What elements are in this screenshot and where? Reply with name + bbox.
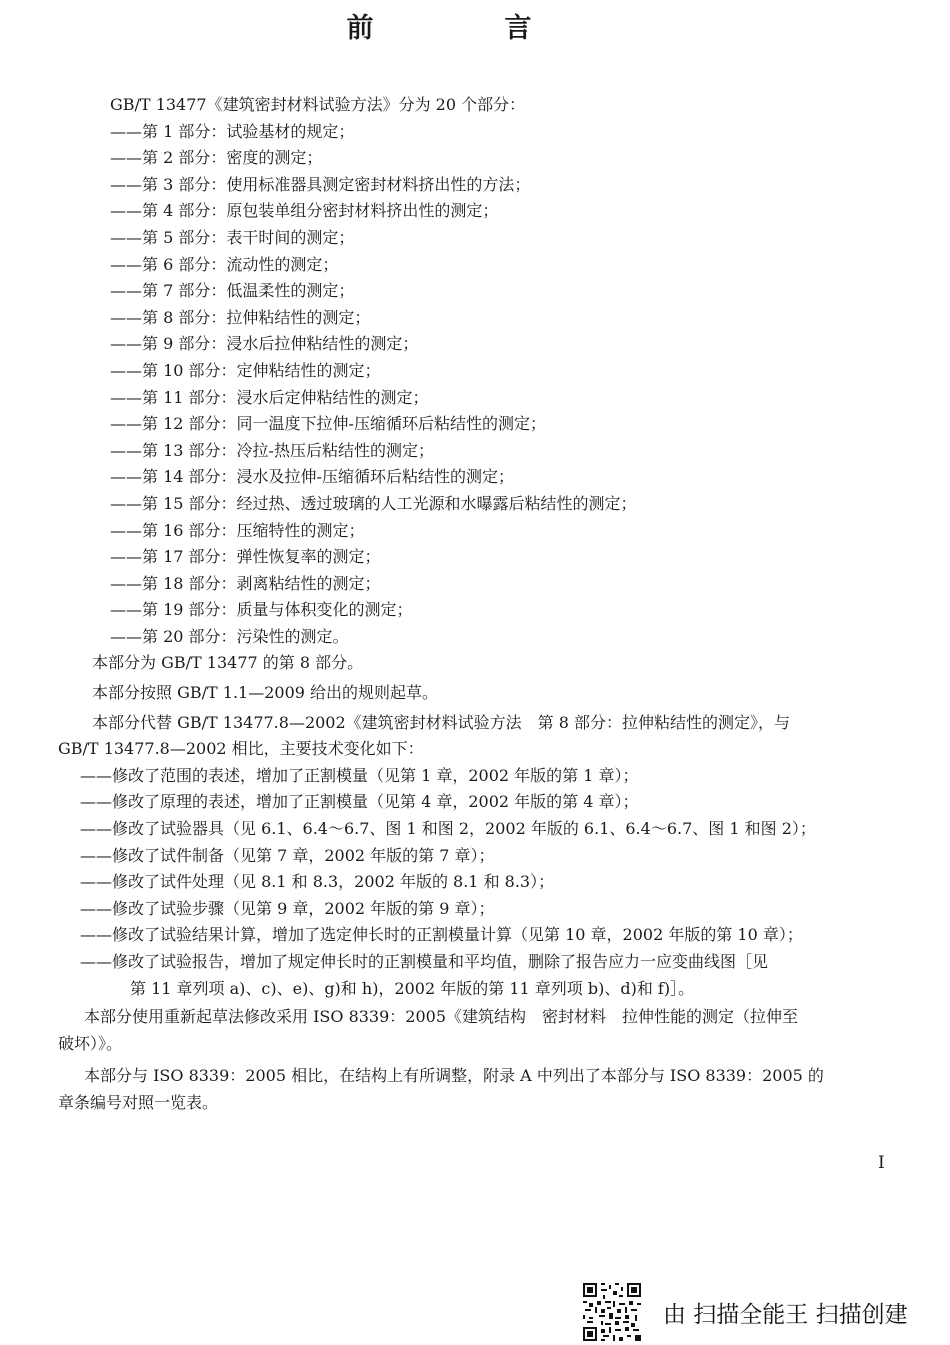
- iso-paragraph-line1: 本部分使用重新起草法修改采用 ISO 8339：2005《建筑结构 密封材料 拉伸性能的测定（拉伸至: [84, 1007, 799, 1027]
- scanner-credit: 由 扫描全能王 扫描创建: [663, 1301, 908, 1328]
- part-item: ——第 14 部分：浸水及拉伸-压缩循环后粘结性的测定；: [110, 467, 514, 487]
- part-item: ——第 20 部分：污染性的测定。: [110, 626, 349, 646]
- part-item: ——第 10 部分：定伸粘结性的测定；: [110, 360, 381, 380]
- changes-list: [70, 763, 920, 1002]
- part-item: ——第 16 部分：压缩特性的测定；: [110, 520, 365, 540]
- part-item: ——第 6 部分：流动性的测定；: [110, 254, 339, 274]
- page-title: 前 言: [346, 13, 584, 44]
- change-item: ——修改了试验报告，增加了规定伸长时的正割模量和平均值，删除了报告应力一应变曲线图［见: [80, 952, 769, 971]
- foreword-body: [58, 92, 920, 1117]
- part-item: ——第 9 部分：浸水后拉伸粘结性的测定；: [110, 334, 419, 354]
- iso-paragraph-line2: 破坏）》。: [58, 1033, 123, 1053]
- part-item: ——第 5 部分：表干时间的测定；: [110, 227, 355, 247]
- change-item: ——修改了原理的表述，增加了正割模量（见第 4 章，2002 年版的第 4 章）；: [80, 792, 639, 812]
- structure-paragraph-line1: 本部分与 ISO 8339：2005 相比，在结构上有所调整，附录 A 中列出了本部分与 ISO 8339：2005 的: [84, 1066, 824, 1086]
- part-item: ——第 8 部分：拉伸粘结性的测定；: [110, 307, 371, 327]
- part8-paragraph: 本部分为 GB/T 13477 的第 8 部分。: [92, 653, 364, 673]
- part-item: ——第 17 部分：弹性恢复率的测定；: [110, 547, 381, 567]
- page-number: I: [878, 1153, 885, 1173]
- part-item: ——第 7 部分：低温柔性的测定；: [110, 281, 355, 301]
- parts-list: [70, 119, 920, 651]
- qr-code-icon: [583, 1283, 641, 1341]
- part-item: ——第 2 部分：密度的测定；: [110, 148, 323, 168]
- rules-paragraph: 本部分按照 GB/T 1.1—2009 给出的规则起草。: [92, 683, 439, 703]
- intro-paragraph: GB/T 13477《建筑密封材料试验方法》分为 20 个部分：: [110, 95, 526, 114]
- change-item: ——修改了试件制备（见第 7 章，2002 年版的第 7 章）；: [80, 845, 495, 865]
- part-item: ——第 11 部分：浸水后定伸粘结性的测定；: [110, 387, 429, 407]
- part-item: ——第 4 部分：原包装单组分密封材料挤出性的测定；: [110, 201, 499, 221]
- part-item: ——第 18 部分：剥离粘结性的测定；: [110, 573, 381, 593]
- replace-paragraph-line1: 本部分代替 GB/T 13477.8—2002《建筑密封材料试验方法 第 8 部分：拉伸粘结性的测定》，与: [92, 712, 791, 732]
- part-item: ——第 3 部分：使用标准器具测定密封材料挤出性的方法；: [110, 174, 531, 194]
- part-item: ——第 15 部分：经过热、透过玻璃的人工光源和水曝露后粘结性的测定；: [110, 493, 637, 513]
- replace-paragraph-line2: GB/T 13477.8—2002 相比，主要技术变化如下：: [58, 739, 424, 759]
- scanner-watermark: [583, 1282, 908, 1342]
- change-item: ——修改了试验步骤（见第 9 章，2002 年版的第 9 章）；: [80, 898, 495, 918]
- change-item: ——修改了试验结果计算，增加了选定伸长时的正割模量计算（见第 10 章，2002 年版的第 10 章）；: [80, 925, 803, 945]
- part-item: ——第 13 部分：冷拉-热压后粘结性的测定；: [110, 440, 434, 460]
- change-item-continuation: 第 11 章列项 a)、c)、e)、g)和 h)，2002 年版的第 11 章列项 b)、d)和 f)］。: [130, 978, 695, 998]
- structure-paragraph-line2: 章条编号对照一览表。: [58, 1092, 219, 1112]
- part-item: ——第 12 部分：同一温度下拉伸-压缩循环后粘结性的测定；: [110, 414, 546, 434]
- part-item: ——第 1 部分：试验基材的规定；: [110, 121, 355, 141]
- change-item: ——修改了范围的表述，增加了正割模量（见第 1 章，2002 年版的第 1 章）；: [80, 765, 639, 785]
- change-item: ——修改了试验器具（见 6.1、6.4～6.7、图 1 和图 2，2002 年版的 6.1、6.4～6.7、图 1 和图 2）；: [80, 819, 816, 839]
- part-item: ——第 19 部分：质量与体积变化的测定；: [110, 600, 413, 620]
- change-item: ——修改了试件处理（见 8.1 和 8.3，2002 年版的 8.1 和 8.3）；: [80, 872, 555, 892]
